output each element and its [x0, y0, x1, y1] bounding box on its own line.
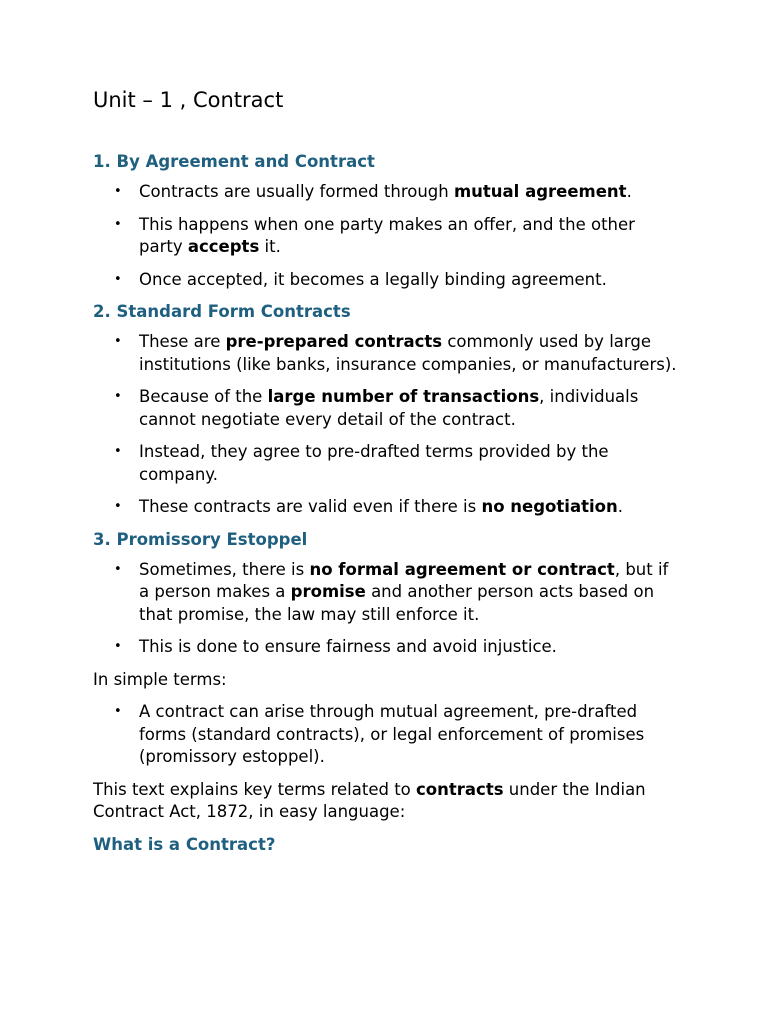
summary-bullet-list [93, 701, 683, 769]
section-2 [93, 301, 683, 519]
bullet-icon: • [114, 639, 122, 654]
text-run: A contract can arise through mutual agreement, pre-drafted forms (standard contracts), or legal enforcement of promises (promissory estoppel). [139, 702, 645, 766]
text-run: This text explains key terms related to [93, 779, 417, 799]
list-item [93, 701, 683, 769]
bullet-list [93, 331, 683, 519]
list-item [93, 214, 683, 259]
text-run: and another person acts based on that promise, the law may still enforce it. [139, 582, 655, 624]
list-item [93, 496, 683, 519]
bullet-icon: • [114, 271, 122, 287]
bullet-icon: • [114, 389, 122, 404]
section-3 [93, 529, 683, 659]
bullet-icon: • [114, 561, 122, 577]
bold-text: accepts [187, 237, 260, 256]
bullet-icon: • [114, 184, 122, 199]
bullet-icon: • [114, 444, 122, 459]
bold-text: promise [290, 582, 366, 601]
closing-paragraph [93, 779, 683, 824]
list-item [93, 269, 683, 292]
bold-text: mutual agreement [453, 182, 627, 201]
section-heading: 1. By Agreement and Contract [93, 152, 375, 171]
bullet-icon: • [114, 499, 122, 514]
text-run: Instead, they agree to pre-drafted terms provided by the company. [139, 442, 609, 484]
section-1 [93, 151, 683, 291]
text-run: Contracts are usually formed through [139, 182, 454, 201]
text-run: Sometimes, there is [139, 559, 310, 579]
section-heading: 3. Promissory Estoppel [93, 529, 308, 549]
list-item [93, 441, 683, 486]
section-heading: 2. Standard Form Contracts [93, 302, 351, 321]
bold-text: no formal agreement or contract [309, 559, 615, 579]
text-run: . [617, 497, 623, 516]
text-run: Because of the [139, 387, 268, 406]
document-title: Unit – 1 , Contract [93, 88, 284, 112]
list-item [93, 181, 683, 204]
bullet-icon: • [114, 334, 122, 349]
document-page [93, 86, 683, 864]
summary-intro: In simple terms: [93, 669, 227, 689]
list-item [93, 636, 683, 659]
text-run: under the Indian Contract Act, 1872, in easy language: [93, 779, 646, 821]
text-run: This is done to ensure fairness and avoid injustice. [139, 637, 557, 656]
text-run: Once accepted, it becomes a legally binding agreement. [139, 269, 607, 289]
text-run: This happens when one party makes an offer, and the other party [139, 214, 635, 256]
bold-text: contracts [416, 779, 504, 799]
list-item [93, 386, 683, 431]
bold-text: no negotiation [481, 497, 618, 516]
text-run: , individuals cannot negotiate every detail of the contract. [139, 387, 639, 429]
text-run: These contracts are valid even if there is [139, 497, 482, 516]
bold-text: pre-prepared contracts [225, 332, 443, 351]
text-run: , but if a person makes a [139, 559, 669, 601]
text-run: commonly used by large institutions (like banks, insurance companies, or manufacturers). [139, 332, 677, 374]
list-item [93, 331, 683, 376]
bullet-icon: • [114, 704, 122, 719]
text-run: These are [139, 332, 226, 351]
bullet-list [93, 181, 683, 291]
next-section-heading: What is a Contract? [93, 834, 276, 854]
text-run: it. [259, 237, 281, 256]
bullet-icon: • [114, 216, 122, 232]
list-item [93, 559, 683, 627]
text-run: . [626, 182, 632, 201]
bullet-list [93, 559, 683, 659]
bold-text: large number of transactions [267, 387, 540, 406]
